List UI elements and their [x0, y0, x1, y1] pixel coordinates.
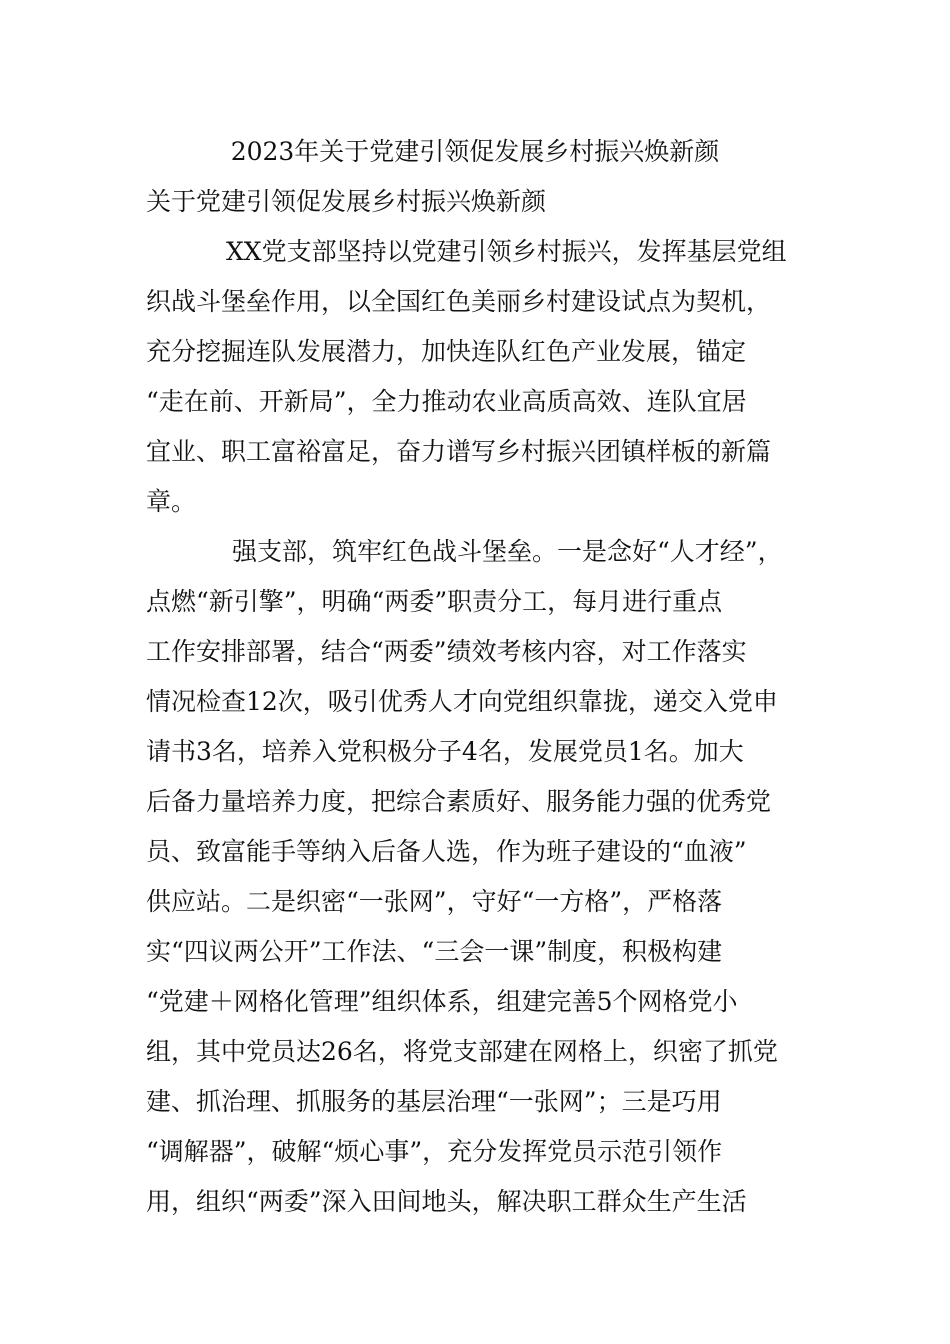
paragraph-2-line: 点燃“新引擎”，明确“两委”职责分工，每月进行重点	[146, 587, 723, 616]
paragraph-1-line: 章。	[146, 487, 197, 516]
paragraph-2-line: 用，组织“两委”深入田间地头，解决职工群众生产生活	[146, 1187, 747, 1216]
paragraph-1-line: “走在前、开新局”，全力推动农业高质高效、连队宜居	[146, 387, 747, 416]
paragraph-2-line: 工作安排部署，结合“两委”绩效考核内容，对工作落实	[146, 637, 747, 666]
paragraph-2-line: “调解器”，破解“烦心事”，充分发挥党员示范引领作	[146, 1137, 723, 1166]
paragraph-2-line: 实“四议两公开”工作法、“三会一课”制度，积极构建	[146, 937, 723, 966]
paragraph-1-line: XX党支部坚持以党建引领乡村振兴，发挥基层党组	[226, 237, 787, 266]
paragraph-2-line: 强支部，筑牢红色战斗堡垒。一是念好“人才经”，	[232, 537, 783, 566]
paragraph-2-line: 员、致富能手等纳入后备人选，作为班子建设的“血液”	[146, 837, 747, 866]
document-subtitle: 关于党建引领促发展乡村振兴焕新颜	[146, 187, 547, 216]
document-title: 2023年关于党建引领促发展乡村振兴焕新颜	[230, 137, 720, 166]
paragraph-2-line: 组，其中党员达26名，将党支部建在网格上，织密了抓党	[146, 1037, 778, 1066]
paragraph-1-line: 充分挖掘连队发展潜力，加快连队红色产业发展，锚定	[146, 337, 747, 366]
paragraph-1-line: 织战斗堡垒作用，以全国红色美丽乡村建设试点为契机，	[146, 287, 772, 316]
paragraph-2-line: 后备力量培养力度，把综合素质好、服务能力强的优秀党	[146, 787, 772, 816]
paragraph-2-line: 情况检查12次，吸引优秀人才向党组织靠拢，递交入党申	[146, 687, 778, 716]
paragraph-2-line: “党建＋网格化管理”组织体系，组建完善5个网格党小	[146, 987, 738, 1016]
paragraph-2-line: 供应站。二是织密“一张网”，守好“一方格”，严格落	[146, 887, 723, 916]
paragraph-2-line: 请书3名，培养入党积极分子4名，发展党员1名。加大	[146, 737, 744, 766]
paragraph-1-line: 宜业、职工富裕富足，奋力谱写乡村振兴团镇样板的新篇	[146, 437, 772, 466]
paragraph-2-line: 建、抓治理、抓服务的基层治理“一张网”；三是巧用	[146, 1087, 722, 1116]
